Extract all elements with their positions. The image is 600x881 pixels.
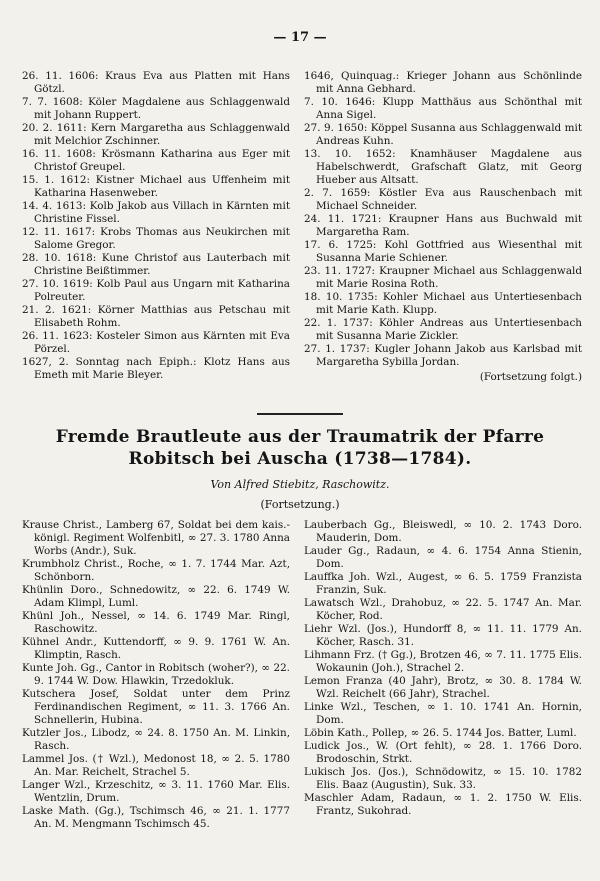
marriage-entry: Kutzler Jos., Libodz, ∞ 24. 8. 1750 An. M. Linkin, Rasch. bbox=[22, 727, 290, 752]
marriage-entry: 14. 4. 1613: Kolb Jakob aus Villach in Kärnten mit Christine Fissel. bbox=[22, 200, 290, 225]
marriage-entry: Kunte Joh. Gg., Cantor in Robitsch (woher?), ∞ 22. 9. 1744 W. Dow. Hlawkin, Trzedokluk. bbox=[22, 662, 290, 687]
marriage-entry: 18. 10. 1735: Kohler Michael aus Untertiesenbach mit Marie Kath. Klupp. bbox=[304, 291, 582, 316]
marriage-entry: 12. 11. 1617: Krobs Thomas aus Neukirchen mit Salome Gregor. bbox=[22, 226, 290, 251]
marriage-entry: 26. 11. 1623: Kosteler Simon aus Kärnten mit Eva Pörzel. bbox=[22, 330, 290, 355]
marriage-entry: Khünl Joh., Nessel, ∞ 14. 6. 1749 Mar. Ringl, Raschowitz. bbox=[22, 610, 290, 635]
marriage-entry: Liehr Wzl. (Jos.), Hundorff 8, ∞ 11. 11. 1779 An. Köcher, Rasch. 31. bbox=[304, 623, 582, 648]
marriage-entry: 15. 1. 1612: Kistner Michael aus Uffenheim mit Katharina Hasenweber. bbox=[22, 174, 290, 199]
marriage-entry: 16. 11. 1608: Krösmann Katharina aus Eger mit Christof Greupel. bbox=[22, 148, 290, 173]
marriage-entry: 28. 10. 1618: Kune Christof aus Lauterbach mit Christine Beißtimmer. bbox=[22, 252, 290, 277]
byline: Von Alfred Stiebitz, Raschowitz. bbox=[210, 478, 390, 491]
marriage-entry: Linke Wzl., Teschen, ∞ 1. 10. 1741 An. Hornin, Dom. bbox=[304, 701, 582, 726]
marriage-entry: 17. 6. 1725: Kohl Gottfried aus Wiesenthal mit Susanna Marie Schiener. bbox=[304, 239, 582, 264]
page-number: — 17 — bbox=[273, 30, 327, 45]
marriage-entry: Lemon Franza (40 Jahr), Brotz, ∞ 30. 8. 1784 W. Wzl. Reichelt (66 Jahr), Strachel. bbox=[304, 675, 582, 700]
continued-note: (Fortsetzung folgt.) bbox=[479, 371, 582, 383]
marriage-entry: Löbin Kath., Pollep, ∞ 26. 5. 1744 Jos. Batter, Luml. bbox=[304, 727, 577, 739]
marriage-entry: Ludick Jos., W. (Ort fehlt), ∞ 28. 1. 1766 Doro. Brodoschin, Strkt. bbox=[304, 740, 582, 765]
marriage-entry: Khünlin Doro., Schnedowitz, ∞ 22. 6. 1749 W. Adam Klimpl, Luml. bbox=[22, 584, 290, 609]
marriage-entry: 27. 9. 1650: Köppel Susanna aus Schlaggenwald mit Andreas Kuhn. bbox=[304, 122, 582, 147]
column-top-right bbox=[304, 70, 582, 384]
marriage-entry: Lihmann Frz. († Gg.), Brotzen 46, ∞ 7. 11. 1775 Elis. Wokaunin (Joh.), Strachel 2. bbox=[304, 649, 582, 674]
marriage-entry: Maschler Adam, Radaun, ∞ 1. 2. 1750 W. Elis. Frantz, Sukohrad. bbox=[304, 792, 582, 817]
marriage-entry: 27. 1. 1737: Kugler Johann Jakob aus Karlsbad mit Margaretha Sybilla Jordan. bbox=[304, 343, 582, 368]
marriage-entry: 1627, 2. Sonntag nach Epiph.: Klotz Hans aus Emeth mit Marie Bleyer. bbox=[22, 356, 290, 381]
marriage-entry: 21. 2. 1621: Körner Matthias aus Petschau mit Elisabeth Rohm. bbox=[22, 304, 290, 329]
marriage-entry: Krause Christ., Lamberg 67, Soldat bei dem kais.-königl. Regiment Wolfenbitl, ∞ 27. 3. 1780 Anna Worbs (Andr.), Suk. bbox=[22, 519, 290, 557]
marriage-entry: Lammel Jos. († Wzl.), Medonost 18, ∞ 2. 5. 1780 An. Mar. Reichelt, Strachel 5. bbox=[22, 753, 290, 778]
marriage-entry: 20. 2. 1611: Kern Margaretha aus Schlaggenwald mit Melchior Zschinner. bbox=[22, 122, 290, 147]
section-divider bbox=[257, 413, 343, 415]
marriage-entry: 1646, Quinquag.: Krieger Johann aus Schönlinde mit Anna Gebhard. bbox=[304, 70, 582, 95]
marriage-entry: Krumbholz Christ., Roche, ∞ 1. 7. 1744 Mar. Azt, Schönborn. bbox=[22, 558, 290, 583]
marriage-entry: Lawatsch Wzl., Drahobuz, ∞ 22. 5. 1747 An. Mar. Köcher, Rod. bbox=[304, 597, 582, 622]
section-title: Fremde Brautleute aus der Traumatrik der Pfarre Robitsch bei Auscha (1738—1784). bbox=[55, 427, 545, 469]
marriage-entry: 27. 10. 1619: Kolb Paul aus Ungarn mit Katharina Polreuter. bbox=[22, 278, 290, 303]
marriage-entry: 13. 10. 1652: Knamhäuser Magdalene aus Habelschwerdt, Grafschaft Glatz, mit Georg Hueber aus Altsatt. bbox=[304, 148, 582, 186]
marriage-entry: Lukisch Jos. (Jos.), Schnödowitz, ∞ 15. 10. 1782 Elis. Baaz (Augustin), Suk. 33. bbox=[304, 766, 582, 791]
column-top-left bbox=[22, 70, 290, 382]
column-bottom-left bbox=[22, 519, 290, 831]
marriage-entry: Lauder Gg., Radaun, ∞ 4. 6. 1754 Anna Stienin, Dom. bbox=[304, 545, 582, 570]
marriage-entry: 23. 11. 1727: Kraupner Michael aus Schlaggenwald mit Marie Rosina Roth. bbox=[304, 265, 582, 290]
marriage-entry: 2. 7. 1659: Köstler Eva aus Rauschenbach mit Michael Schneider. bbox=[304, 187, 582, 212]
marriage-entry: Laske Math. (Gg.), Tschimsch 46, ∞ 21. 1. 1777 An. M. Mengmann Tschimsch 45. bbox=[22, 805, 290, 830]
marriage-entry: Lauffka Joh. Wzl., Augest, ∞ 6. 5. 1759 Franzista Franzin, Suk. bbox=[304, 571, 582, 596]
marriage-entry: Lauberbach Gg., Bleiswedl, ∞ 10. 2. 1743 Doro. Mauderin, Dom. bbox=[304, 519, 582, 544]
marriage-entry: 7. 10. 1646: Klupp Matthäus aus Schönthal mit Anna Sigel. bbox=[304, 96, 582, 121]
marriage-entry: Kutschera Josef, Soldat unter dem Prinz Ferdinandischen Regiment, ∞ 11. 3. 1766 An. Schnellerin, Hubina. bbox=[22, 688, 290, 726]
marriage-entry: 26. 11. 1606: Kraus Eva aus Platten mit Hans Götzl. bbox=[22, 70, 290, 95]
marriage-entry: 22. 1. 1737: Köhler Andreas aus Untertiesenbach mit Susanna Marie Zickler. bbox=[304, 317, 582, 342]
marriage-entry: Langer Wzl., Krzeschitz, ∞ 3. 11. 1760 Mar. Elis. Wentzlin, Drum. bbox=[22, 779, 290, 804]
continuation-mark: (Fortsetzung.) bbox=[260, 498, 340, 511]
marriage-entry: Kühnel Andr., Kuttendorff, ∞ 9. 9. 1761 W. An. Klimptin, Rasch. bbox=[22, 636, 290, 661]
marriage-entry: 7. 7. 1608: Köler Magdalene aus Schlaggenwald mit Johann Ruppert. bbox=[22, 96, 290, 121]
column-bottom-right bbox=[304, 519, 582, 818]
marriage-entry: 24. 11. 1721: Kraupner Hans aus Buchwald mit Margaretha Ram. bbox=[304, 213, 582, 238]
